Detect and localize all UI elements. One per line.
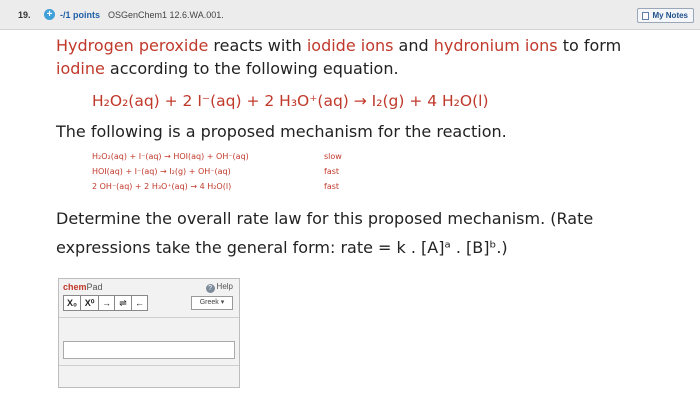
mechanism-step: 2 OH⁻(aq) + 2 H₃O⁺(aq) → 4 H₂O(l) — [92, 182, 232, 191]
chempad-divider — [59, 365, 239, 366]
mechanism-rate: slow — [324, 152, 342, 161]
help-label: Help — [216, 282, 233, 291]
plus-icon[interactable]: + — [44, 9, 55, 20]
question-number: 19. — [18, 9, 31, 20]
instruction-text — [56, 204, 686, 262]
intro-text-part: reacts with — [208, 36, 307, 55]
points-label: -/1 points — [60, 9, 100, 20]
answer-input[interactable] — [63, 341, 235, 359]
chempad-title-pad: Pad — [86, 282, 103, 292]
overall-equation — [92, 92, 686, 110]
my-notes-button[interactable] — [637, 8, 694, 23]
intro-text-part: to form — [557, 36, 622, 55]
mechanism-row — [92, 164, 342, 179]
chempad-toolbar — [63, 295, 148, 311]
chempad-title-chem: chem — [63, 282, 87, 292]
intro-text-part: according to the following equation. — [104, 59, 399, 78]
subscript-button[interactable]: X₀ — [63, 295, 81, 311]
mechanism-table — [92, 149, 342, 194]
question-body — [56, 32, 686, 262]
mechanism-row — [92, 179, 342, 194]
term-hydronium-ions: hydronium ions — [433, 36, 558, 55]
question-header — [0, 0, 700, 30]
intro-text-part: and — [393, 36, 434, 55]
equation-text: H₂O₂(aq) + 2 I⁻(aq) + 2 H₃O⁺(aq) → I₂(g) + 4 H₂O(l) — [92, 92, 489, 110]
term-iodide-ions: iodide ions — [306, 36, 394, 55]
intro-text — [56, 34, 686, 80]
mechanism-rate: fast — [324, 182, 340, 191]
chempad-title — [63, 282, 103, 292]
mechanism-intro: The following is a proposed mechanism for the reaction. — [56, 122, 507, 141]
chempad-divider — [59, 317, 239, 318]
instruction-line-1: Determine the overall rate law for this proposed mechanism. (Rate — [56, 209, 594, 228]
backspace-button[interactable]: ← — [132, 295, 148, 311]
term-hydrogen-peroxide: Hydrogen peroxide — [56, 36, 209, 55]
term-iodine: iodine — [56, 59, 105, 78]
greek-dropdown[interactable]: Greek ▾ — [191, 296, 233, 310]
reaction-arrow-button[interactable]: → — [99, 295, 115, 311]
chempad — [58, 278, 240, 388]
my-notes-label: My Notes — [652, 11, 688, 20]
mechanism-rate: fast — [324, 167, 340, 176]
help-button[interactable] — [206, 282, 233, 293]
help-icon: ? — [206, 284, 215, 293]
mechanism-row — [92, 149, 342, 164]
instruction-line-2: expressions take the general form: rate = k . [A]ᵃ . [B]ᵇ.) — [56, 238, 508, 257]
mechanism-step: HOI(aq) + I⁻(aq) → I₂(g) + OH⁻(aq) — [92, 167, 231, 176]
notes-icon — [642, 12, 649, 20]
mechanism-step: H₂O₂(aq) + I⁻(aq) → HOI(aq) + OH⁻(aq) — [92, 152, 249, 161]
equilibrium-arrow-button[interactable]: ⇌ — [115, 295, 132, 311]
superscript-button[interactable]: X⁰ — [81, 295, 99, 311]
question-id: OSGenChem1 12.6.WA.001. — [108, 9, 224, 20]
